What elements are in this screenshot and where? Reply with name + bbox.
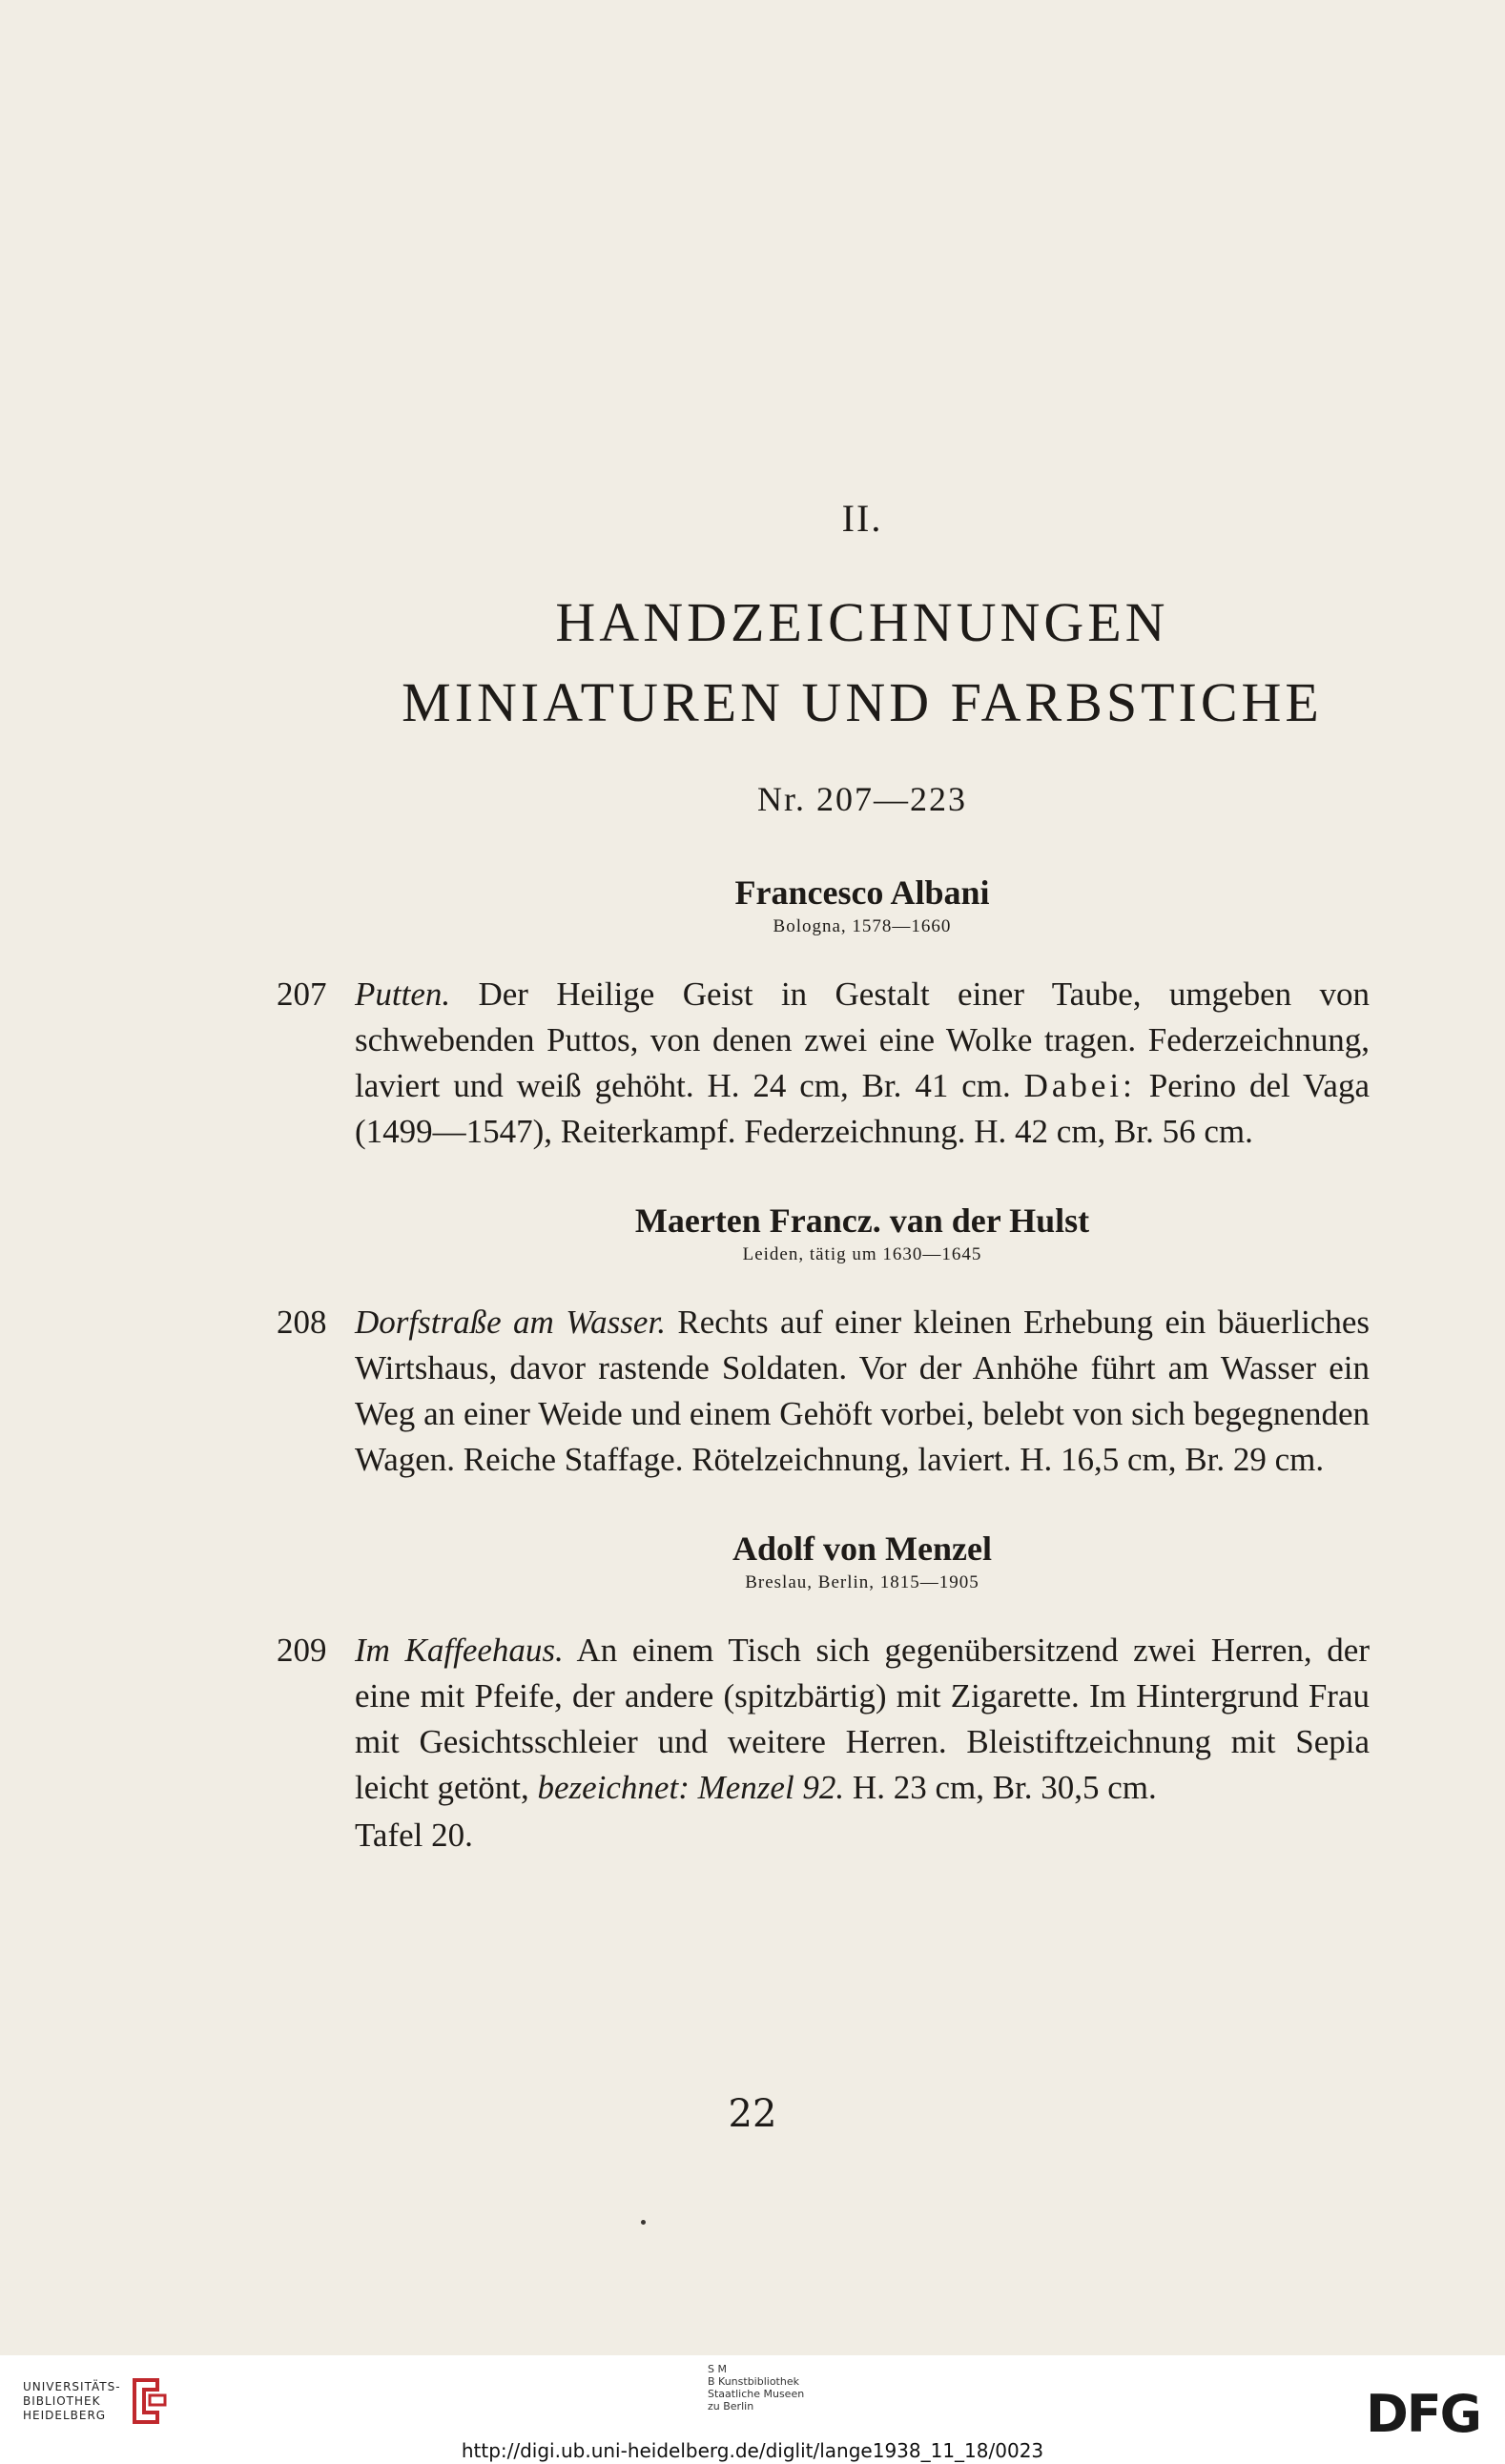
artist-name: Maerten Francz. van der Hulst: [634, 1201, 1090, 1240]
entry-number: 207: [277, 975, 327, 1013]
catalog-entry: [277, 972, 1370, 1155]
entry-title: Im Kaffeehaus.: [355, 1632, 564, 1669]
university-library-logo[interactable]: [23, 2376, 171, 2426]
uni-line: UNIVERSITÄTS-: [23, 2379, 121, 2393]
uni-line: BIBLIOTHEK: [23, 2393, 101, 2408]
entry-title: Putten.: [355, 975, 451, 1013]
kunstbibliothek-logo[interactable]: [708, 2363, 804, 2413]
artist-life: Breslau, Berlin, 1815—1905: [745, 1572, 979, 1592]
entry-number: 209: [277, 1632, 327, 1669]
entry-title: Dorfstraße am Wasser.: [355, 1304, 666, 1341]
entry-description: Der Heilige Geist in Gestalt einer Taube, umgeben von schwebenden Puttos, von denen zwei eine Wolke tragen. Federzeichnung, laviert und weiß gehöht. H. 24 cm, Br. 41 cm.: [355, 975, 1370, 1104]
entry-text: [355, 1628, 1370, 1811]
artist-life: Leiden, tätig um 1630—1645: [742, 1244, 982, 1264]
page-number: 22: [728, 2092, 777, 2136]
artist-life: Bologna, 1578—1660: [773, 916, 952, 936]
entry-description-2: H. 23 cm, Br. 30,5 cm.: [844, 1769, 1157, 1806]
artist-name: Francesco Albani: [734, 873, 990, 912]
entry-number: 208: [277, 1304, 327, 1341]
artist-name: Adolf von Menzel: [732, 1530, 992, 1568]
section-title-line1: HANDZEICHNUNGEN: [555, 591, 1169, 653]
museum-line: S M: [708, 2363, 727, 2375]
page-content: [277, 496, 1371, 1904]
museum-line: Staatliche Museen: [708, 2388, 805, 2400]
entry-dabei: Dabei:: [1023, 1067, 1136, 1104]
print-speck: [641, 2220, 646, 2225]
university-library-text: [23, 2380, 121, 2423]
section-range: Nr. 207—223: [757, 780, 967, 818]
entry-text: [355, 1300, 1370, 1483]
museum-line: zu Berlin: [708, 2400, 754, 2413]
entry-text: [355, 972, 1370, 1155]
catalog-entry: [277, 1628, 1370, 1858]
museum-line: B Kunstbibliothek: [708, 2375, 799, 2388]
catalog-entry: [277, 1300, 1371, 1483]
section-title-line2: MINIATUREN UND FARBSTICHE: [402, 671, 1323, 733]
entry-description: Rechts auf einer kleinen Erhebung ein bäuerliches Wirtshaus, davor rastende Soldaten. Vor der Anhöhe führt am Wasser ein Weg an einer Weide und einem Gehöft vorbei, belebt von sich begegnenden Wagen. Reiche Staffage. Rötelzeichnung, laviert. H. 16,5 cm, Br. 29 cm.: [355, 1304, 1371, 1478]
university-library-mark-icon: [129, 2376, 171, 2426]
digitization-footer: [0, 2355, 1505, 2464]
source-url-link[interactable]: http://digi.ub.uni-heidelberg.de/diglit/lange1938_11_18/0023: [461, 2439, 1044, 2462]
section-number: II.: [841, 497, 883, 540]
entry-description-2: Perino del Vaga (1499—1547), Reiterkampf. Federzeichnung. H. 42 cm, Br. 56 cm.: [355, 1067, 1370, 1150]
entry-description: An einem Tisch sich gegenübersitzend zwei Herren, der eine mit Pfeife, der andere (spitzbärtig) mit Zigarette. Im Hintergrund Frau mit Gesichtsschleier und weitere Herren. Bleistiftzeichnung mit Sepia leicht getönt,: [355, 1632, 1370, 1806]
entry-plate: Tafel 20.: [355, 1817, 473, 1854]
uni-line: HEIDELBERG: [23, 2408, 107, 2422]
dfg-logo[interactable]: DFG: [1365, 2384, 1480, 2444]
entry-signature: bezeichnet: Menzel 92.: [537, 1769, 845, 1806]
